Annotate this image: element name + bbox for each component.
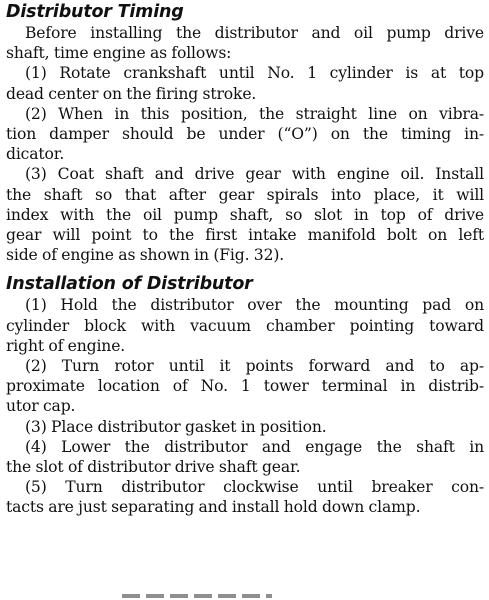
text-line: the shaft so that after gear spirals into place, it will <box>6 185 484 204</box>
text-line: (4) Lower the distributor and engage the shaft in <box>25 437 484 456</box>
text-line: right of engine. <box>6 336 126 355</box>
text-line: index with the oil pump shaft, so slot in top of drive <box>6 205 484 224</box>
text-line: cylinder block with vacuum chamber pointing toward <box>6 316 484 335</box>
text-line: shaft, time engine as follows: <box>6 44 232 63</box>
paragraph-install-step-1 <box>6 295 484 356</box>
section-heading-installation-of-distributor: Installation of Distributor <box>6 274 253 295</box>
text-line: (2) Turn rotor until it points forward and to ap- <box>25 357 484 376</box>
text-line: gear will point to the first intake manifold bolt on left <box>6 226 484 245</box>
text-line: (3) Place distributor gasket in position. <box>25 417 327 436</box>
paragraph-step-1 <box>6 63 484 103</box>
text-line: Before installing the distributor and oil pump drive <box>25 24 484 42</box>
paragraph-install-step-2 <box>6 356 484 417</box>
section-heading-distributor-timing: Distributor Timing <box>6 2 184 22</box>
paragraph-install-step-5 <box>6 477 484 517</box>
paragraph-install-step-4 <box>6 437 484 477</box>
text-line: tion damper should be under (“O”) on the timing in- <box>6 125 484 144</box>
text-line: (2) When in this position, the straight line on vibra- <box>25 104 484 123</box>
paragraph-install-step-3 <box>6 417 484 437</box>
text-line: (1) Rotate crankshaft until No. 1 cylinder is at top <box>25 64 484 83</box>
document-page <box>6 2 484 518</box>
paragraph-intro <box>6 23 484 63</box>
paragraph-step-3 <box>6 164 484 265</box>
paragraph-step-2 <box>6 104 484 165</box>
text-line: the slot of distributor drive shaft gear. <box>6 458 301 477</box>
text-line: dicator. <box>6 145 65 164</box>
text-line: proximate location of No. 1 tower terminal in distrib- <box>6 377 484 396</box>
text-line: (1) Hold the distributor over the mounting pad on <box>25 296 484 315</box>
page-bottom-rule <box>122 594 272 598</box>
text-line: (3) Coat shaft and drive gear with engine oil. Install <box>25 165 484 184</box>
text-line: side of engine as shown in (Fig. 32). <box>6 246 285 265</box>
text-line: utor cap. <box>6 397 76 416</box>
text-line: dead center on the firing stroke. <box>6 84 257 103</box>
text-line: tacts are just separating and install hold down clamp. <box>6 498 421 517</box>
text-line: (5) Turn distributor clockwise until breaker con- <box>25 478 484 497</box>
